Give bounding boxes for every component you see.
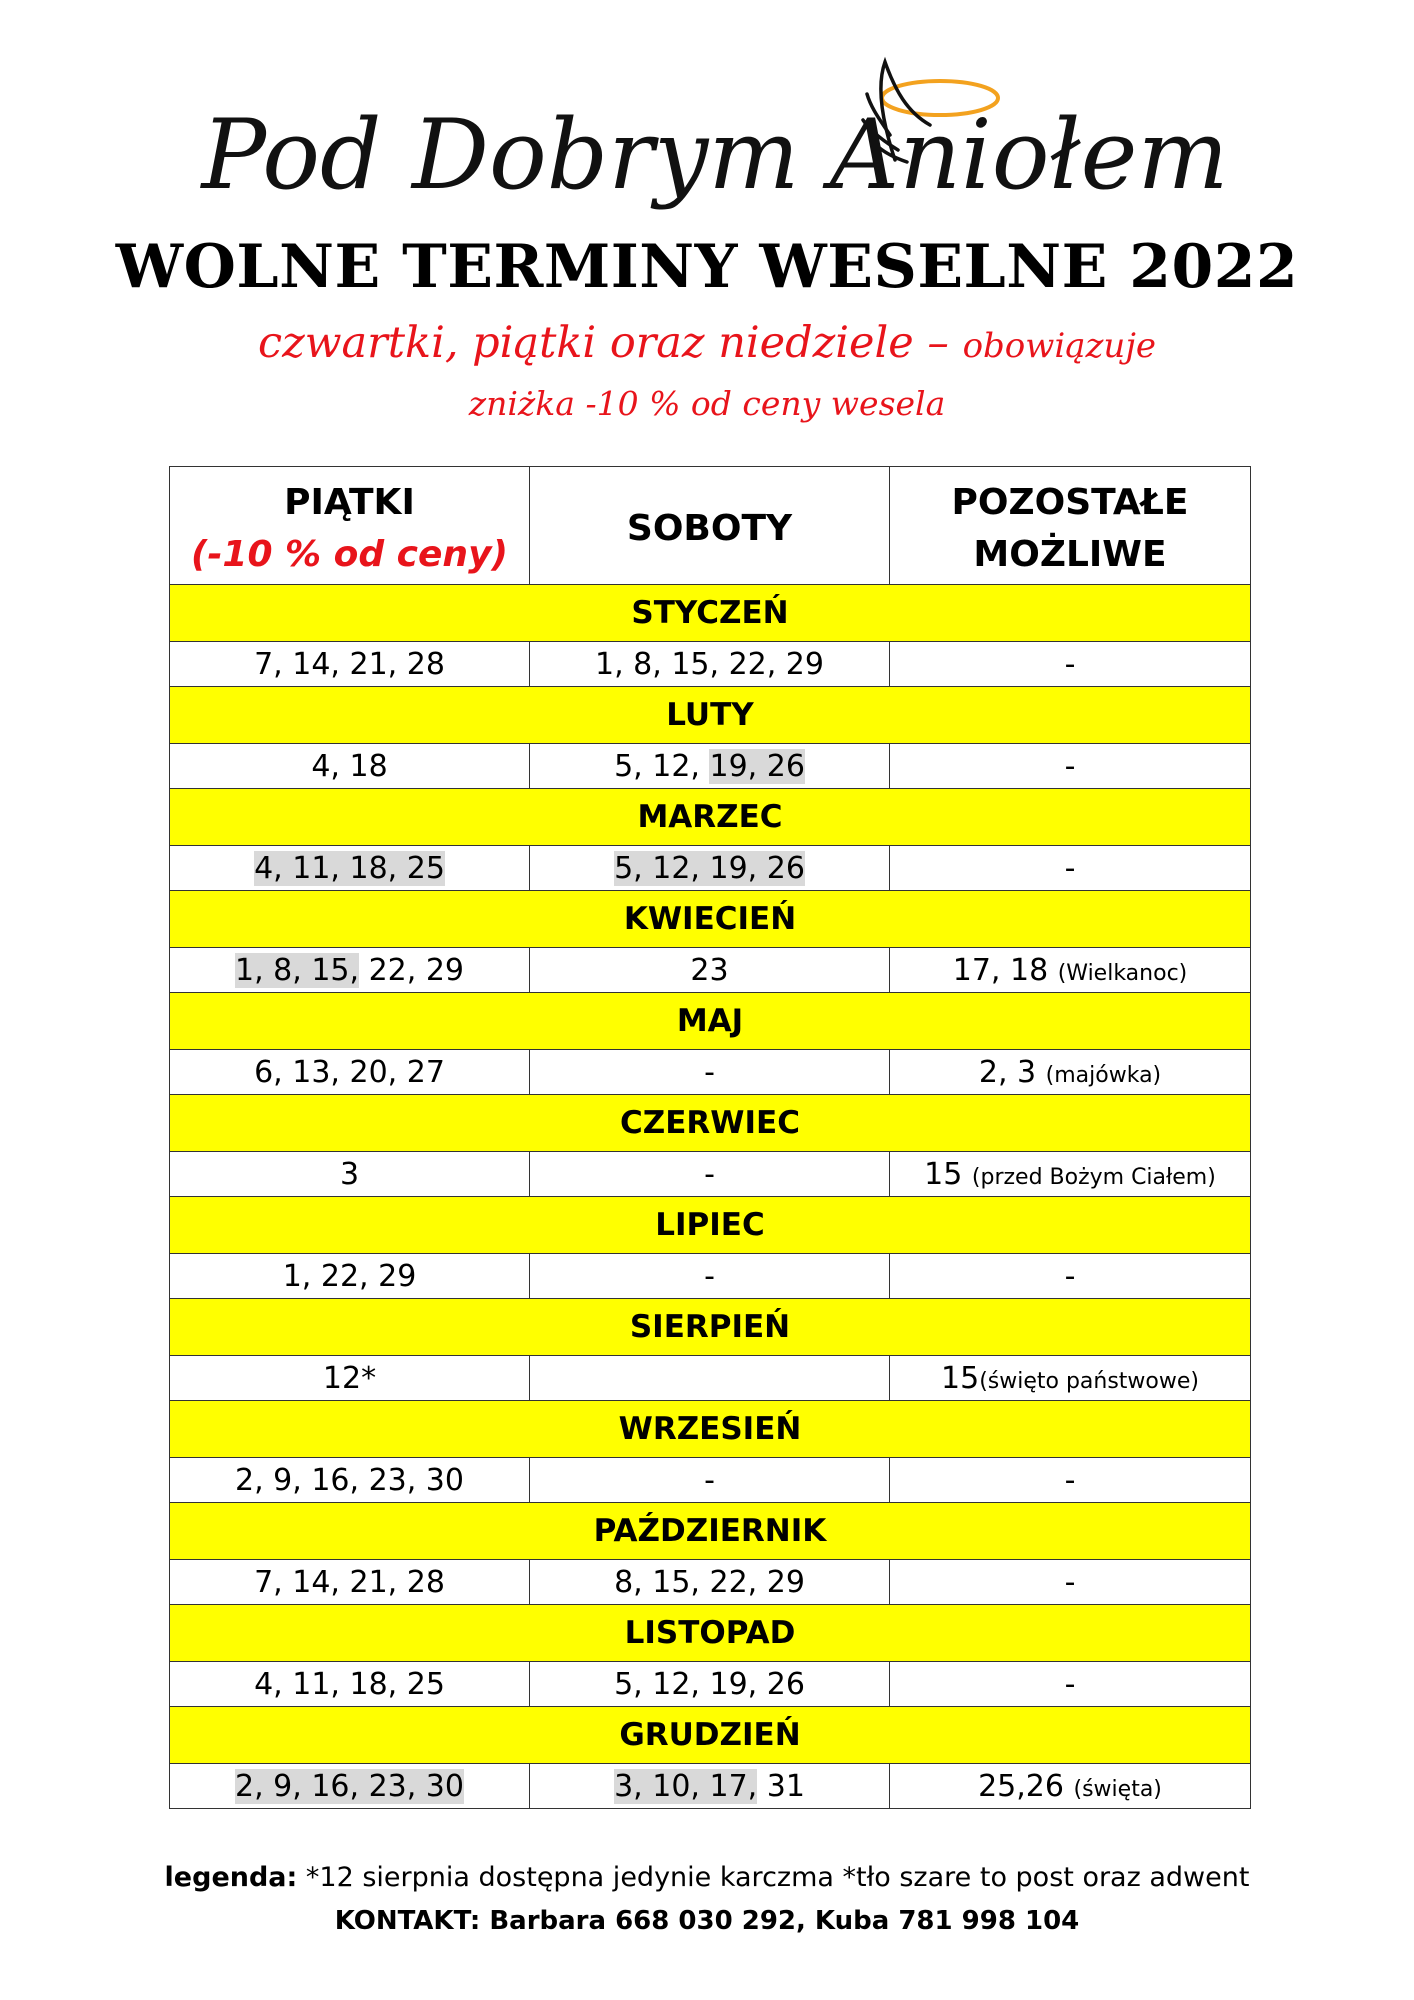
- header-fridays: PIĄTKI (-10 % od ceny): [170, 467, 530, 585]
- saturdays-cell: 5, 12, 19, 26: [530, 1662, 890, 1707]
- lent-highlight: 4, 11, 18, 25: [254, 850, 445, 886]
- advent-highlight: 2, 9, 16, 23, 30: [235, 1768, 464, 1804]
- saturdays-cell: 8, 15, 22, 29: [530, 1560, 890, 1605]
- logo: [195, 50, 1235, 235]
- subtitle-discount: zniżka -10 % od ceny wesela: [468, 384, 946, 423]
- subtitle-tail: obowiązuje: [962, 326, 1156, 366]
- other-cell: -: [890, 1458, 1251, 1503]
- legend: [0, 1862, 1414, 1893]
- fridays-cell: 4, 11, 18, 25: [170, 1662, 530, 1707]
- other-dates: 2, 3: [978, 1054, 1037, 1090]
- saturdays-cell: 1, 8, 15, 22, 29: [530, 642, 890, 687]
- saturdays-cell: 23: [530, 948, 890, 993]
- other-note: (święta): [1073, 1776, 1162, 1802]
- saturdays-cell: -: [530, 1152, 890, 1197]
- legend-text: *12 sierpnia dostępna jedynie karczma *tło szare to post oraz adwent: [297, 1862, 1250, 1893]
- other-cell: [890, 1764, 1251, 1809]
- fridays-cell: 4, 18: [170, 744, 530, 789]
- month-label: PAŹDZIERNIK: [170, 1503, 1251, 1560]
- fridays-cell: 3: [170, 1152, 530, 1197]
- table-row: [170, 1458, 1251, 1503]
- lent-highlight: 1, 8, 15,: [235, 952, 360, 988]
- month-row: [170, 1605, 1251, 1662]
- fridays-cell: 6, 13, 20, 27: [170, 1050, 530, 1095]
- contact-info: KONTAKT: Barbara 668 030 292, Kuba 781 998 104: [334, 1906, 1080, 1936]
- month-row: [170, 585, 1251, 642]
- month-row: [170, 1401, 1251, 1458]
- angel-logo-icon: [195, 50, 1235, 235]
- lent-highlight: 19, 26: [709, 748, 805, 784]
- subtitle: [0, 318, 1414, 368]
- month-row: [170, 1095, 1251, 1152]
- table-row: [170, 846, 1251, 891]
- other-cell: -: [890, 846, 1251, 891]
- header-fridays-discount: (-10 % od ceny): [191, 533, 508, 575]
- saturdays-cell: -: [530, 1050, 890, 1095]
- other-cell: -: [890, 1662, 1251, 1707]
- svg-text:Pod Dobrym Aniołem: Pod Dobrym Aniołem: [201, 99, 1229, 211]
- other-dates: 15: [941, 1360, 980, 1396]
- other-dates: 15: [924, 1156, 963, 1192]
- fridays-cell: [170, 948, 530, 993]
- month-label: STYCZEŃ: [170, 585, 1251, 642]
- fridays-cell: 1, 22, 29: [170, 1254, 530, 1299]
- month-row: [170, 1707, 1251, 1764]
- lent-highlight: 5, 12, 19, 26: [614, 850, 805, 886]
- schedule-table: [169, 466, 1251, 1809]
- other-cell: [890, 948, 1251, 993]
- other-dates: 25,26: [978, 1768, 1064, 1804]
- month-row: [170, 1299, 1251, 1356]
- month-label: KWIECIEŃ: [170, 891, 1251, 948]
- table-row: [170, 642, 1251, 687]
- table-row: [170, 1764, 1251, 1809]
- month-label: SIERPIEŃ: [170, 1299, 1251, 1356]
- other-note: (przed Bożym Ciałem): [971, 1164, 1216, 1190]
- fridays-text: 22, 29: [359, 952, 464, 988]
- saturdays-cell: [530, 1764, 890, 1809]
- month-label: GRUDZIEŃ: [170, 1707, 1251, 1764]
- fridays-cell: [170, 1764, 530, 1809]
- saturdays-cell: -: [530, 1458, 890, 1503]
- legend-label: legenda:: [164, 1862, 298, 1893]
- saturdays-cell: [530, 846, 890, 891]
- month-label: LISTOPAD: [170, 1605, 1251, 1662]
- other-cell: -: [890, 642, 1251, 687]
- saturdays-text: 5, 12,: [614, 748, 710, 784]
- table-row: [170, 1254, 1251, 1299]
- month-row: [170, 891, 1251, 948]
- month-label: LUTY: [170, 687, 1251, 744]
- subtitle-main: czwartki, piątki oraz niedziele –: [258, 318, 949, 368]
- fridays-cell: [170, 846, 530, 891]
- table-row: [170, 1050, 1251, 1095]
- month-label: WRZESIEŃ: [170, 1401, 1251, 1458]
- saturdays-cell: -: [530, 1254, 890, 1299]
- other-cell: -: [890, 744, 1251, 789]
- other-cell: -: [890, 1254, 1251, 1299]
- table-row: [170, 1560, 1251, 1605]
- other-cell: [890, 1050, 1251, 1095]
- header-other: POZOSTAŁE MOŻLIWE: [890, 467, 1251, 585]
- month-row: [170, 993, 1251, 1050]
- page-title: WOLNE TERMINY WESELNE 2022: [115, 232, 1299, 302]
- other-dates: 17, 18: [952, 952, 1049, 988]
- other-note: (święto państwowe): [979, 1368, 1199, 1394]
- saturdays-cell: [530, 1356, 890, 1401]
- month-label: MARZEC: [170, 789, 1251, 846]
- month-label: MAJ: [170, 993, 1251, 1050]
- header-row: [170, 467, 1251, 585]
- table-row: [170, 1356, 1251, 1401]
- month-row: [170, 1503, 1251, 1560]
- month-row: [170, 789, 1251, 846]
- advent-highlight: 3, 10, 17,: [614, 1768, 758, 1804]
- other-cell: -: [890, 1560, 1251, 1605]
- month-row: [170, 1197, 1251, 1254]
- fridays-cell: 7, 14, 21, 28: [170, 642, 530, 687]
- fridays-cell: 7, 14, 21, 28: [170, 1560, 530, 1605]
- other-cell: [890, 1152, 1251, 1197]
- other-note: (majówka): [1045, 1062, 1162, 1088]
- table-row: [170, 948, 1251, 993]
- table-row: [170, 1662, 1251, 1707]
- header-saturdays: SOBOTY: [530, 467, 890, 585]
- other-cell: [890, 1356, 1251, 1401]
- month-label: CZERWIEC: [170, 1095, 1251, 1152]
- other-note: (Wielkanoc): [1057, 960, 1188, 986]
- saturdays-text: 31: [757, 1768, 805, 1804]
- saturdays-cell: [530, 744, 890, 789]
- fridays-cell: 2, 9, 16, 23, 30: [170, 1458, 530, 1503]
- table-row: [170, 1152, 1251, 1197]
- fridays-cell: 12*: [170, 1356, 530, 1401]
- table-row: [170, 744, 1251, 789]
- month-label: LIPIEC: [170, 1197, 1251, 1254]
- month-row: [170, 687, 1251, 744]
